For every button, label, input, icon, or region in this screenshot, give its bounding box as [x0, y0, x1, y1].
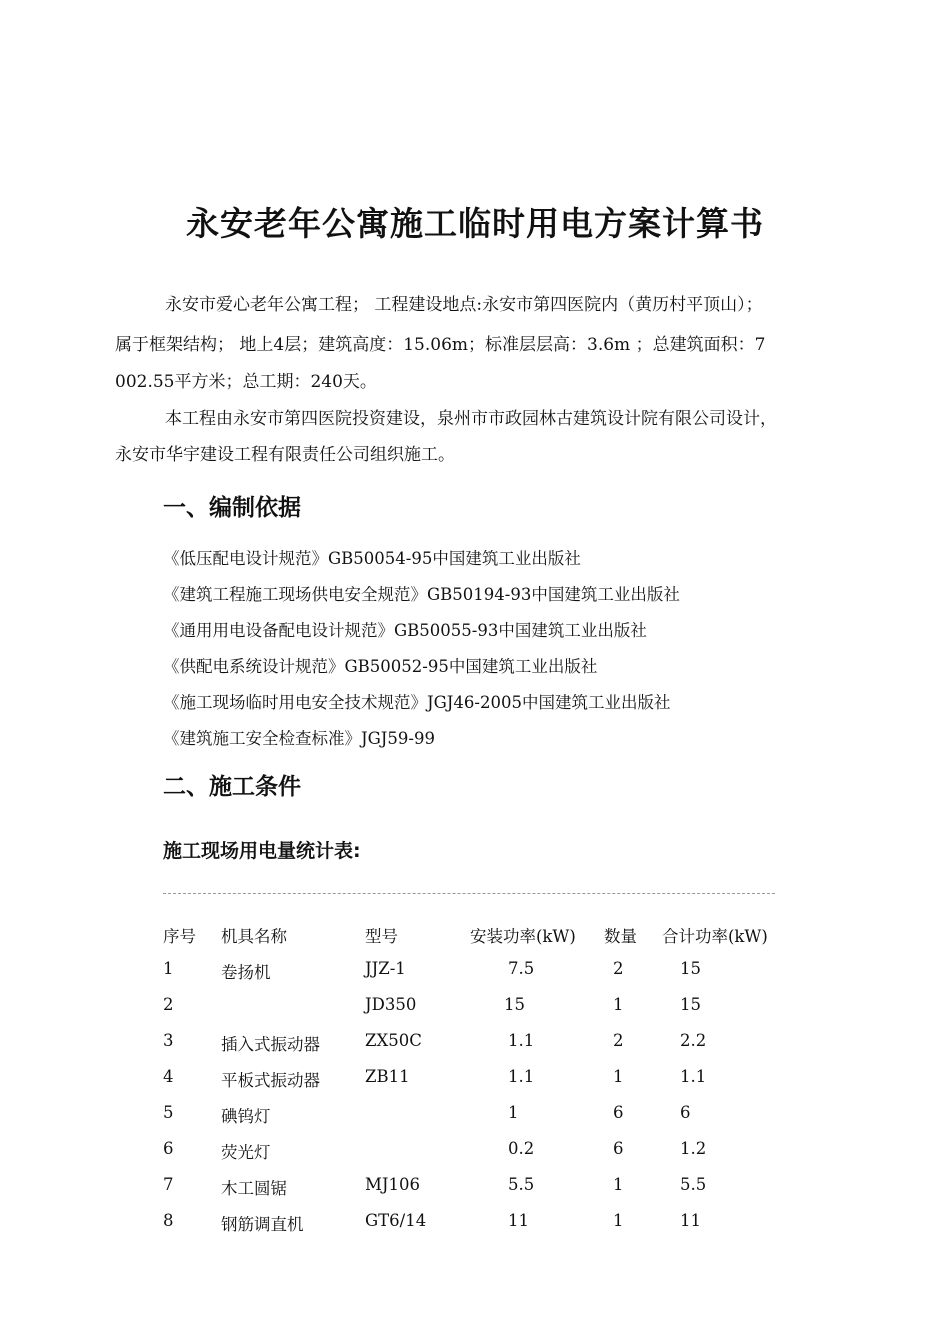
column-header: 数量 [604, 927, 637, 946]
reference-item: 《低压配电设计规范》GB50054-95中国建筑工业出版社 [163, 549, 581, 568]
table-cell: 8 [163, 1211, 174, 1230]
table-cell: 1.2 [680, 1139, 707, 1158]
table-cell: 4 [163, 1067, 174, 1086]
table-cell: ZX50C [365, 1031, 422, 1050]
table-cell: 1.1 [508, 1031, 535, 1050]
table-cell: GT6/14 [365, 1211, 427, 1230]
reference-item: 《建筑工程施工现场供电安全规范》GB50194-93中国建筑工业出版社 [163, 585, 680, 604]
table-cell: 5.5 [508, 1175, 535, 1194]
intro-line: 属于框架结构； 地上4层；建筑高度：15.06m；标准层层高：3.6m ；总建筑面积：7 [115, 335, 766, 355]
table-cell: 2 [613, 1031, 624, 1050]
table-cell: 6 [680, 1103, 691, 1122]
table-cell: 1 [163, 959, 174, 978]
table-cell: 1 [508, 1103, 519, 1122]
table-cell: 卷扬机 [221, 963, 271, 982]
table-cell: 钢筋调直机 [221, 1215, 304, 1234]
table-cell: 5 [163, 1103, 174, 1122]
table-cell: 插入式振动器 [221, 1035, 320, 1054]
document-title: 永安老年公寓施工临时用电方案计算书 [186, 204, 764, 243]
reference-item: 《建筑施工安全检查标准》JGJ59-99 [163, 729, 435, 748]
table-cell: 7.5 [508, 959, 535, 978]
column-header: 序号 [163, 927, 196, 946]
table-title: 施工现场用电量统计表: [163, 840, 361, 862]
table-cell: 7 [163, 1175, 174, 1194]
table-cell: 1.1 [680, 1067, 707, 1086]
table-cell: JD350 [365, 995, 417, 1014]
table-cell: 碘钨灯 [221, 1107, 271, 1126]
section-heading-conditions: 二、施工条件 [163, 774, 301, 800]
table-cell: 1 [613, 1067, 624, 1086]
table-cell: 1 [613, 1175, 624, 1194]
table-cell: 5.5 [680, 1175, 707, 1194]
table-cell: 2.2 [680, 1031, 707, 1050]
reference-item: 《供配电系统设计规范》GB50052-95中国建筑工业出版社 [163, 657, 598, 676]
intro-line: 永安市华宇建设工程有限责任公司组织施工。 [115, 445, 455, 465]
dashed-divider [163, 893, 775, 894]
table-cell: 6 [613, 1103, 624, 1122]
table-cell: 6 [163, 1139, 174, 1158]
table-cell: 木工圆锯 [221, 1179, 287, 1198]
table-cell: 1.1 [508, 1067, 535, 1086]
column-header: 机具名称 [221, 927, 287, 946]
table-cell: ZB11 [365, 1067, 410, 1086]
table-cell: 0.2 [508, 1139, 535, 1158]
table-cell: 6 [613, 1139, 624, 1158]
table-cell: 2 [613, 959, 624, 978]
reference-item: 《通用用电设备配电设计规范》GB50055-93中国建筑工业出版社 [163, 621, 647, 640]
section-heading-basis: 一、编制依据 [163, 495, 301, 521]
intro-line: 永安市爱心老年公寓工程； 工程建设地点:永安市第四医院内（黄历村平顶山）； [165, 295, 763, 315]
reference-item: 《施工现场临时用电安全技术规范》JGJ46-2005中国建筑工业出版社 [163, 693, 671, 712]
table-cell: 3 [163, 1031, 174, 1050]
table-cell: 11 [680, 1211, 701, 1230]
table-cell: 平板式振动器 [221, 1071, 320, 1090]
table-cell: MJ106 [365, 1175, 421, 1194]
table-cell: 2 [163, 995, 174, 1014]
column-header: 安装功率(kW) [470, 927, 576, 946]
table-cell: 15 [504, 995, 525, 1014]
table-cell: 荧光灯 [221, 1143, 271, 1162]
table-cell: 15 [680, 995, 701, 1014]
table-cell: 1 [613, 995, 624, 1014]
table-cell: JJZ-1 [365, 959, 406, 978]
intro-line: 本工程由永安市第四医院投资建设，泉州市市政园林古建筑设计院有限公司设计， [165, 409, 777, 429]
table-cell: 15 [680, 959, 701, 978]
intro-line: 002.55平方米；总工期：240天。 [115, 372, 377, 392]
table-cell: 11 [508, 1211, 529, 1230]
column-header: 合计功率(kW) [662, 927, 768, 946]
table-cell: 1 [613, 1211, 624, 1230]
column-header: 型号 [365, 927, 398, 946]
